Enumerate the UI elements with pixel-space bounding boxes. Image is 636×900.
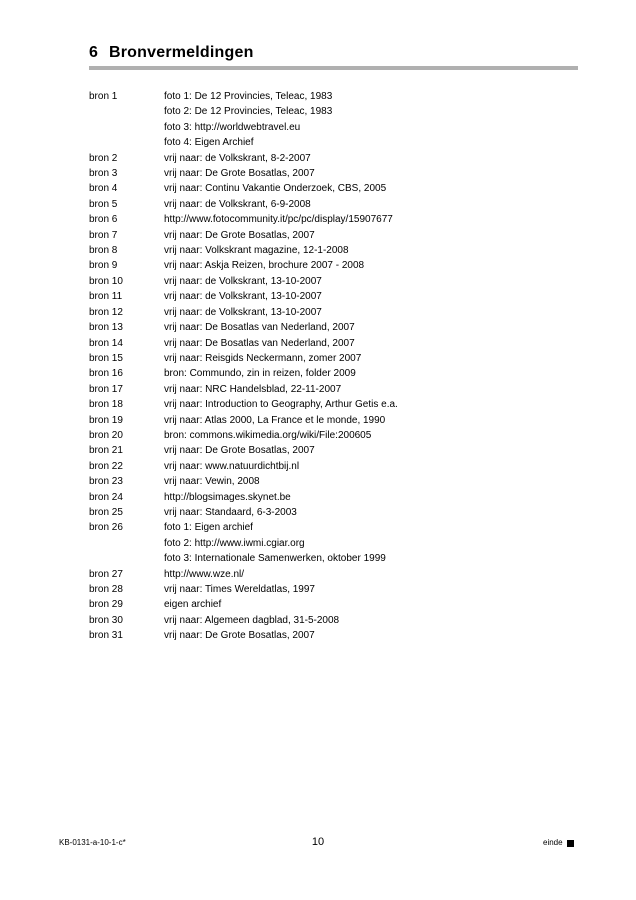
source-citations	[164, 474, 578, 489]
source-citation-line: vrij naar: Atlas 2000, La France et le monde, 1990	[164, 414, 386, 426]
section-heading	[89, 44, 254, 62]
source-label: bron 23	[89, 476, 123, 488]
source-label: bron 22	[89, 460, 123, 472]
source-entry	[89, 181, 578, 196]
source-entry	[89, 428, 578, 443]
footer-page-number: 10	[311, 836, 325, 848]
source-citation-line: vrij naar: Vewin, 2008	[164, 476, 260, 488]
source-citation-line: vrij naar: de Volkskrant, 13-10-2007	[164, 291, 322, 303]
source-citation-line: vrij naar: De Bosatlas van Nederland, 2007	[164, 337, 355, 349]
source-entry	[89, 166, 578, 181]
source-citation-line: vrij naar: Standaard, 6-3-2003	[164, 506, 297, 518]
source-citations	[164, 228, 578, 243]
source-label: bron 16	[89, 368, 123, 380]
source-entry	[89, 628, 578, 643]
source-citations	[164, 413, 578, 428]
source-entry	[89, 413, 578, 428]
source-label: bron 24	[89, 491, 123, 503]
source-label: bron 19	[89, 414, 123, 426]
source-citation-line: vrij naar: www.natuurdichtbij.nl	[164, 460, 300, 472]
source-citation-line: vrij naar: NRC Handelsblad, 22-11-2007	[164, 383, 342, 395]
heading-rule	[89, 66, 578, 70]
source-citation-line: vrij naar: Algemeen dagblad, 31-5-2008	[164, 614, 340, 626]
source-entry	[89, 274, 578, 289]
source-entry	[89, 89, 578, 151]
source-citations	[164, 305, 578, 320]
source-citations	[164, 89, 578, 151]
source-citations	[164, 628, 578, 643]
end-square-icon	[567, 840, 574, 847]
source-citations	[164, 490, 578, 505]
source-citation-line: vrij naar: De Grote Bosatlas, 2007	[164, 630, 315, 642]
source-citation-line: bron: Commundo, zin in reizen, folder 2009	[164, 368, 356, 380]
source-citations	[164, 582, 578, 597]
source-citation-line: vrij naar: Reisgids Neckermann, zomer 2007	[164, 352, 362, 364]
source-label: bron 8	[89, 245, 118, 257]
footer-end-label: einde	[543, 838, 563, 847]
source-label: bron 3	[89, 168, 118, 180]
source-citations	[164, 351, 578, 366]
source-label: bron 11	[89, 291, 123, 303]
source-entry	[89, 197, 578, 212]
source-citation-line: foto 1: Eigen archief	[164, 522, 253, 534]
source-citations	[164, 320, 578, 335]
source-entry	[89, 505, 578, 520]
source-citations	[164, 366, 578, 381]
source-citation-line: vrij naar: Askja Reizen, brochure 2007 - 2008	[164, 260, 365, 272]
source-citations	[164, 520, 578, 566]
source-label: bron 21	[89, 445, 123, 457]
source-citations	[164, 459, 578, 474]
source-citation-line: foto 4: Eigen Archief	[164, 137, 254, 149]
source-citations	[164, 505, 578, 520]
source-entry	[89, 243, 578, 258]
source-citation-line: vrij naar: Times Wereldatlas, 1997	[164, 584, 315, 595]
source-citations	[164, 428, 578, 443]
source-citations	[164, 597, 578, 612]
source-entry	[89, 305, 578, 320]
source-citation-line: bron: commons.wikimedia.org/wiki/File:200605	[164, 429, 372, 441]
source-label: bron 7	[89, 229, 118, 241]
source-label: bron 13	[89, 322, 123, 334]
source-citation-line: vrij naar: De Grote Bosatlas, 2007	[164, 229, 315, 241]
source-citation-line: vrij naar: de Volkskrant, 13-10-2007	[164, 275, 322, 287]
source-citation-line: foto 3: http://worldwebtravel.eu	[164, 121, 301, 133]
source-label: bron 1	[89, 91, 118, 102]
source-citation-line: eigen archief	[164, 599, 222, 611]
source-citations	[164, 258, 578, 273]
source-label: bron 2	[89, 152, 118, 164]
source-label: bron 14	[89, 337, 123, 349]
source-citations	[164, 336, 578, 351]
source-citation-line: foto 3: Internationale Samenwerken, oktober 1999	[164, 553, 386, 565]
footer-exam-code: KB-0131-a-10-1-c*	[59, 838, 126, 847]
source-citations	[164, 613, 578, 628]
source-entry	[89, 490, 578, 505]
source-label: bron 4	[89, 183, 118, 195]
source-citations	[164, 212, 578, 227]
source-label: bron 6	[89, 214, 118, 226]
source-citation-line: vrij naar: de Volkskrant, 8-2-2007	[164, 152, 311, 164]
source-label: bron 31	[89, 630, 123, 642]
source-label: bron 10	[89, 275, 123, 287]
source-citation-line: http://www.fotocommunity.it/pc/pc/display/15907677	[164, 214, 393, 226]
source-citation-line: foto 2: De 12 Provincies, Teleac, 1983	[164, 106, 333, 118]
source-citation-line: vrij naar: de Volkskrant, 6-9-2008	[164, 198, 311, 210]
source-entry	[89, 258, 578, 273]
source-citation-line: vrij naar: De Bosatlas van Nederland, 2007	[164, 322, 355, 334]
source-citations	[164, 181, 578, 196]
source-citation-line: vrij naar: de Volkskrant, 13-10-2007	[164, 306, 322, 318]
source-list	[89, 89, 578, 644]
source-citations	[164, 274, 578, 289]
source-entry	[89, 597, 578, 612]
source-label: bron 18	[89, 399, 123, 411]
source-entry	[89, 351, 578, 366]
source-citation-line: foto 1: De 12 Provincies, Teleac, 1983	[164, 91, 333, 102]
section-title: Bronvermeldingen	[109, 44, 254, 61]
source-entry	[89, 382, 578, 397]
source-entry	[89, 567, 578, 582]
source-entry	[89, 366, 578, 381]
source-entry	[89, 459, 578, 474]
source-label: bron 26	[89, 522, 123, 534]
source-citations	[164, 289, 578, 304]
source-label: bron 5	[89, 198, 118, 210]
source-citations	[164, 443, 578, 458]
source-citations	[164, 567, 578, 582]
footer-end	[543, 838, 574, 848]
source-entry	[89, 443, 578, 458]
source-entry	[89, 613, 578, 628]
source-label: bron 20	[89, 429, 123, 441]
source-label: bron 12	[89, 306, 123, 318]
source-entry	[89, 320, 578, 335]
section-number: 6	[89, 44, 99, 61]
source-label: bron 17	[89, 383, 123, 395]
source-citations	[164, 197, 578, 212]
source-entry	[89, 397, 578, 412]
source-citations	[164, 243, 578, 258]
source-citation-line: foto 2: http://www.iwmi.cgiar.org	[164, 537, 305, 549]
source-entry	[89, 520, 578, 566]
source-citation-line: http://www.wze.nl/	[164, 568, 245, 580]
source-citations	[164, 397, 578, 412]
source-citations	[164, 151, 578, 166]
source-citation-line: http://blogsimages.skynet.be	[164, 491, 291, 503]
source-label: bron 15	[89, 352, 123, 364]
source-citations	[164, 166, 578, 181]
source-entry	[89, 474, 578, 489]
source-citation-line: vrij naar: De Grote Bosatlas, 2007	[164, 168, 315, 180]
source-entry	[89, 336, 578, 351]
source-label: bron 29	[89, 599, 123, 611]
source-citation-line: vrij naar: Volkskrant magazine, 12-1-2008	[164, 245, 349, 257]
source-citation-line: vrij naar: De Grote Bosatlas, 2007	[164, 445, 315, 457]
source-citation-line: vrij naar: Continu Vakantie Onderzoek, CBS, 2005	[164, 183, 387, 195]
source-label: bron 30	[89, 614, 123, 626]
source-label: bron 27	[89, 568, 123, 580]
source-label: bron 25	[89, 506, 123, 518]
source-entry	[89, 582, 578, 597]
source-entry	[89, 228, 578, 243]
source-label: bron 9	[89, 260, 118, 272]
source-entry	[89, 289, 578, 304]
source-label: bron 28	[89, 584, 123, 595]
source-entry	[89, 151, 578, 166]
source-entry	[89, 212, 578, 227]
source-citations	[164, 382, 578, 397]
source-citation-line: vrij naar: Introduction to Geography, Arthur Getis e.a.	[164, 399, 398, 411]
